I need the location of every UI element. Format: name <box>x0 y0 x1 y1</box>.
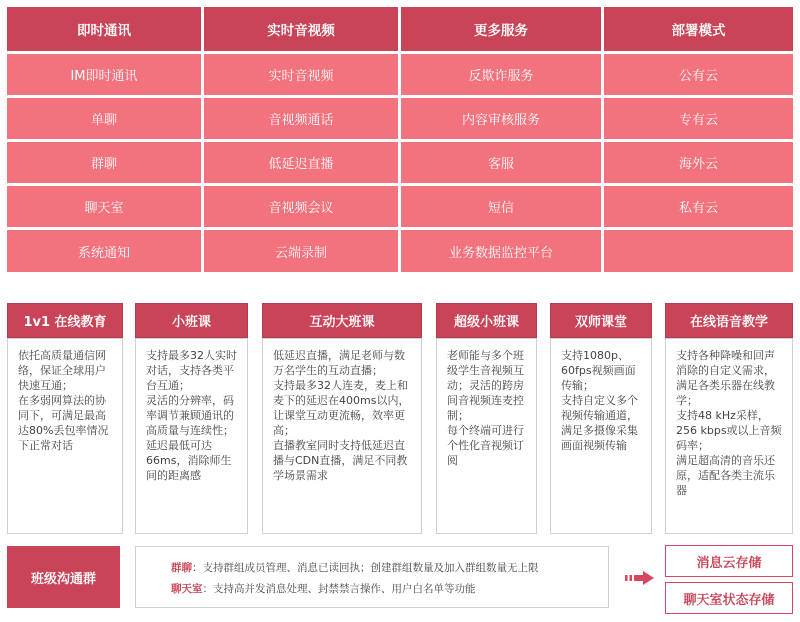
arrow-right-icon <box>625 571 655 585</box>
card-body-voice-teaching <box>665 338 793 534</box>
table-cell: IM即时通讯 <box>7 54 201 95</box>
table-cell: 专有云 <box>604 98 793 139</box>
card-body-dual-teacher <box>550 338 652 534</box>
feature-chatroom <box>171 579 608 600</box>
card-body-1v1 <box>7 338 123 534</box>
table-header-im: 即时通讯 <box>7 7 201 51</box>
card-line: 支持自定义多个视频传输通道，满足多摄像采集画面视频传输 <box>561 394 638 452</box>
table-header-deploy: 部署模式 <box>604 7 793 51</box>
services-table <box>7 7 793 272</box>
table-cell: 反欺诈服务 <box>401 54 601 95</box>
feature-label: 聊天室 <box>171 583 203 595</box>
table-cell: 云端录制 <box>204 230 398 272</box>
message-cloud-storage: 消息云存储 <box>665 545 793 577</box>
table-cell: 聊天室 <box>7 186 201 227</box>
card-title-dual-teacher: 双师课堂 <box>550 303 652 338</box>
table-cell: 音视频会议 <box>204 186 398 227</box>
table-cell: 短信 <box>401 186 601 227</box>
table-cell: 公有云 <box>604 54 793 95</box>
table-cell: 实时音视频 <box>204 54 398 95</box>
table-cell: 单聊 <box>7 98 201 139</box>
card-line: 低延迟直播，满足老师与数万名学生的互动直播； <box>273 349 405 377</box>
card-title-small-class: 小班课 <box>135 303 248 338</box>
class-group-title: 班级沟通群 <box>7 546 120 608</box>
card-line: 支持最多32人实时对话，支持各类平台互通； <box>146 349 237 392</box>
chatroom-state-storage: 聊天室状态存储 <box>665 582 793 614</box>
card-line: 满足超高清的音乐还原，适配各类主流乐器 <box>676 454 775 497</box>
table-cell: 业务数据监控平台 <box>401 230 601 272</box>
table-header-rtc: 实时音视频 <box>204 7 398 51</box>
card-line: 灵活的分辨率，码率调节兼顾通讯的高质量与连续性； <box>146 394 234 437</box>
table-cell: 客服 <box>401 142 601 183</box>
card-line: 支持各种降噪和回声消除的自定义需求，满足各类乐器在线教学； <box>676 349 775 407</box>
card-title-super-small-class: 超级小班课 <box>436 303 537 338</box>
table-cell: 私有云 <box>604 186 793 227</box>
card-body-super-small-class <box>436 338 537 534</box>
card-title-voice-teaching: 在线语音教学 <box>665 303 793 338</box>
card-line: 在多弱网算法的协同下，可满足最高达80%丢包率情况下正常对话 <box>18 394 109 452</box>
table-cell <box>604 230 793 272</box>
table-cell: 海外云 <box>604 142 793 183</box>
card-line: 支持最多32人连麦，麦上和麦下的延迟在400ms以内，让课堂互动更流畅，效率更高； <box>273 379 410 437</box>
table-cell: 群聊 <box>7 142 201 183</box>
table-header-services: 更多服务 <box>401 7 601 51</box>
table-cell: 系统通知 <box>7 230 201 272</box>
card-line: 依托高质量通信网络，保证全球用户快速互通； <box>18 349 106 392</box>
table-cell: 内容审核服务 <box>401 98 601 139</box>
card-title-1v1: 1v1 在线教育 <box>7 303 123 338</box>
feature-label: 群聊 <box>171 562 192 574</box>
card-line: 延迟最低可达66ms，消除师生间的距离感 <box>146 439 232 482</box>
card-line: 每个终端可进行个性化音视频订阅 <box>447 424 524 467</box>
table-cell: 音视频通话 <box>204 98 398 139</box>
feature-text: ：支持群组成员管理、消息已读回执；创建群组数量及加入群组数量无上限 <box>192 562 539 574</box>
card-body-small-class <box>135 338 248 534</box>
card-line: 支持1080p、60fps视频画面传输； <box>561 349 636 392</box>
feature-group-chat <box>171 558 608 579</box>
class-group-features <box>135 546 609 608</box>
card-title-large-class: 互动大班课 <box>262 303 422 338</box>
card-line: 支持48 kHz采样，256 kbps或以上音频码率； <box>676 409 782 452</box>
card-line: 直播教室同时支持低延迟直播与CDN直播，满足不同教学场景需求 <box>273 439 408 482</box>
card-body-large-class <box>262 338 422 534</box>
card-line: 老师能与多个班级学生音视频互动；灵活的跨房间音视频连麦控制； <box>447 349 524 422</box>
table-cell: 低延迟直播 <box>204 142 398 183</box>
feature-text: ：支持高并发消息处理、封禁禁言操作、用户白名单等功能 <box>202 583 476 595</box>
